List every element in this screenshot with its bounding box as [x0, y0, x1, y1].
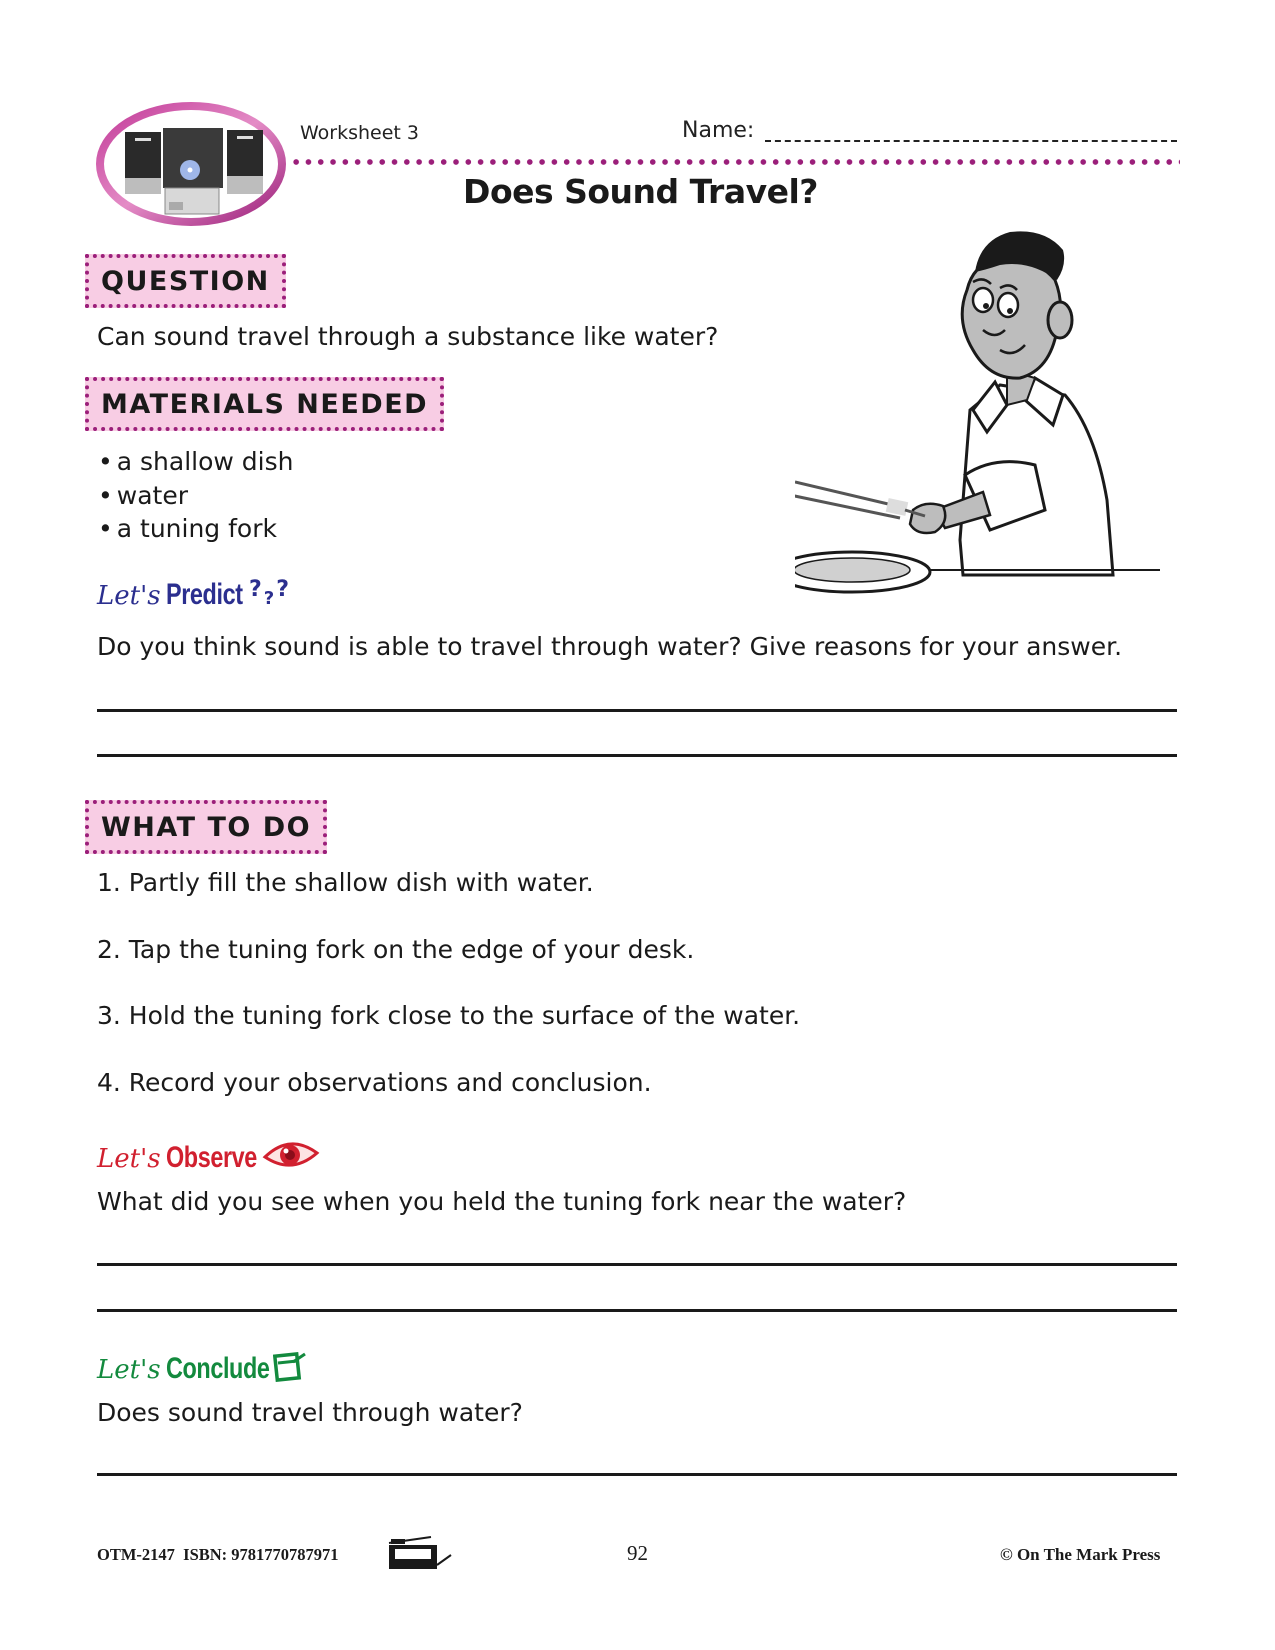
lets-label: Let's — [97, 1144, 161, 1174]
observe-answer-line-2[interactable] — [97, 1309, 1177, 1312]
name-label: Name: — [682, 118, 755, 143]
materials-heading: MATERIALS NEEDED — [85, 377, 444, 431]
conclude-question: Does sound travel through water? — [97, 1398, 523, 1427]
lets-observe-heading — [97, 1135, 345, 1175]
step-2: 2. Tap the tuning fork on the edge of your desk. — [97, 935, 695, 964]
observe-label: Observe — [165, 1141, 257, 1174]
notepad-icon — [273, 1350, 307, 1386]
page-number: 92 — [627, 1541, 648, 1565]
lets-label: Let's — [97, 1355, 161, 1385]
worksheet-label: Worksheet 3 — [300, 122, 420, 144]
name-input-line[interactable] — [765, 140, 1177, 142]
predict-answer-line-1[interactable] — [97, 709, 1177, 712]
list-item: • water — [98, 479, 293, 513]
question-marks-icon: $?_?$? — [249, 577, 291, 609]
observe-answer-line-1[interactable] — [97, 1263, 1177, 1266]
step-4: 4. Record your observations and conclusion. — [97, 1068, 652, 1097]
step-3: 3. Hold the tuning fork close to the surface of the water. — [97, 1001, 801, 1030]
lets-conclude-heading — [97, 1346, 337, 1386]
observe-question: What did you see when you held the tuning fork near the water? — [97, 1187, 907, 1216]
copier-icon — [387, 1535, 453, 1575]
list-item: • a tuning fork — [98, 512, 293, 546]
footer-code-isbn: OTM-2147 ISBN: 9781770787971 — [97, 1545, 339, 1564]
page-title: Does Sound Travel? — [463, 172, 818, 211]
footer-copyright: © On The Mark Press — [1000, 1545, 1161, 1564]
lets-label: Let's — [97, 581, 161, 611]
what-to-do-heading: WHAT TO DO — [85, 800, 327, 854]
boy-tuning-fork-illustration — [795, 210, 1185, 610]
lets-predict-heading — [97, 578, 311, 612]
question-text: Can sound travel through a substance like water? — [97, 322, 719, 351]
list-item: • a shallow dish — [98, 445, 293, 479]
conclude-label: Conclude — [165, 1352, 270, 1385]
predict-question: Do you think sound is able to travel through water? Give reasons for your answer. — [97, 632, 1123, 661]
predict-label: Predict — [165, 578, 243, 611]
conclude-answer-line-1[interactable] — [97, 1473, 1177, 1476]
predict-answer-line-2[interactable] — [97, 754, 1177, 757]
materials-list — [98, 445, 293, 546]
question-heading: QUESTION — [85, 254, 286, 308]
eye-icon — [262, 1139, 320, 1175]
step-1: 1. Partly fill the shallow dish with water. — [97, 868, 594, 897]
header-dotted-divider — [290, 159, 1180, 165]
